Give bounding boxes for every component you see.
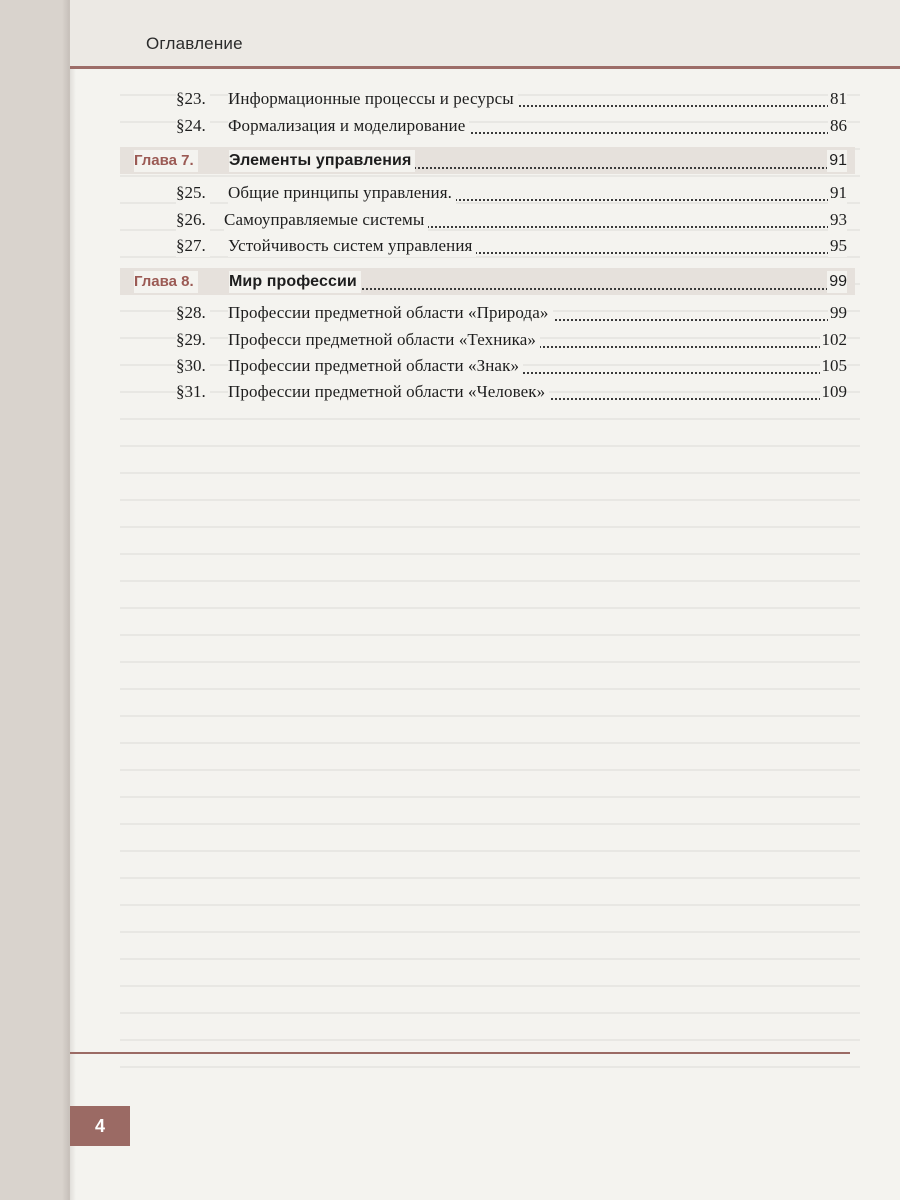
section-title: Формализация и моделирование bbox=[228, 115, 469, 137]
page-ref: 105 bbox=[821, 356, 847, 375]
section-title: Професcии предметной области «Природа» bbox=[228, 302, 553, 324]
page-number-box bbox=[70, 1106, 130, 1146]
page-ref: 86 bbox=[830, 116, 847, 135]
chapter-title: Мир профессии bbox=[229, 271, 361, 293]
footer-rule bbox=[70, 1052, 850, 1054]
binding-shadow bbox=[62, 0, 76, 1200]
page-ref: 91 bbox=[827, 150, 847, 172]
section-title: Професcи предметной области «Техника» bbox=[228, 329, 540, 351]
page-ref: 91 bbox=[830, 183, 847, 202]
page-ref: 102 bbox=[821, 330, 847, 349]
page-ref: 109 bbox=[821, 382, 847, 401]
section-title: Професcии предметной области «Знак» bbox=[228, 355, 523, 377]
header-rule bbox=[70, 66, 900, 69]
section-number: §23. bbox=[176, 88, 210, 110]
toc-entry[interactable] bbox=[0, 209, 900, 233]
section-title: Информационные процессы и ресурсы bbox=[228, 88, 518, 110]
section-number: §30. bbox=[176, 355, 210, 377]
toc-chapter[interactable] bbox=[0, 271, 900, 295]
section-title: Професcии предметной области «Человек» bbox=[228, 381, 549, 403]
section-number: §29. bbox=[176, 329, 210, 351]
section-number: §25. bbox=[176, 182, 210, 204]
toc-entry[interactable] bbox=[0, 329, 900, 353]
section-number: §24. bbox=[176, 115, 210, 137]
toc-entry[interactable] bbox=[0, 235, 900, 259]
page-ref: 95 bbox=[830, 236, 847, 255]
toc-entry[interactable] bbox=[0, 182, 900, 206]
section-number: §28. bbox=[176, 302, 210, 324]
page-ref: 81 bbox=[830, 89, 847, 108]
chapter-label: Глава 8. bbox=[134, 271, 198, 293]
page-ref: 99 bbox=[827, 271, 847, 293]
section-title: Общие принципы управления. bbox=[228, 182, 456, 204]
section-number: §31. bbox=[176, 381, 210, 403]
page-ref: 99 bbox=[830, 303, 847, 322]
toc-entry[interactable] bbox=[0, 88, 900, 112]
toc-chapter[interactable] bbox=[0, 150, 900, 174]
chapter-label: Глава 7. bbox=[134, 150, 198, 172]
section-number: §27. bbox=[176, 235, 210, 257]
section-title: Устойчивость систем управления bbox=[228, 235, 476, 257]
chapter-title: Элементы управления bbox=[229, 150, 415, 172]
page-number: 4 bbox=[94, 1116, 105, 1136]
toc-entry[interactable] bbox=[0, 302, 900, 326]
toc-entry[interactable] bbox=[0, 381, 900, 405]
section-title: Самоуправляемые системы bbox=[224, 209, 428, 231]
section-number: §26. bbox=[176, 209, 210, 231]
toc-entry[interactable] bbox=[0, 355, 900, 379]
page-title: Оглавление bbox=[146, 34, 243, 53]
toc-entry[interactable] bbox=[0, 115, 900, 139]
page-margin-band bbox=[0, 0, 70, 1200]
page-ref: 93 bbox=[830, 210, 847, 229]
